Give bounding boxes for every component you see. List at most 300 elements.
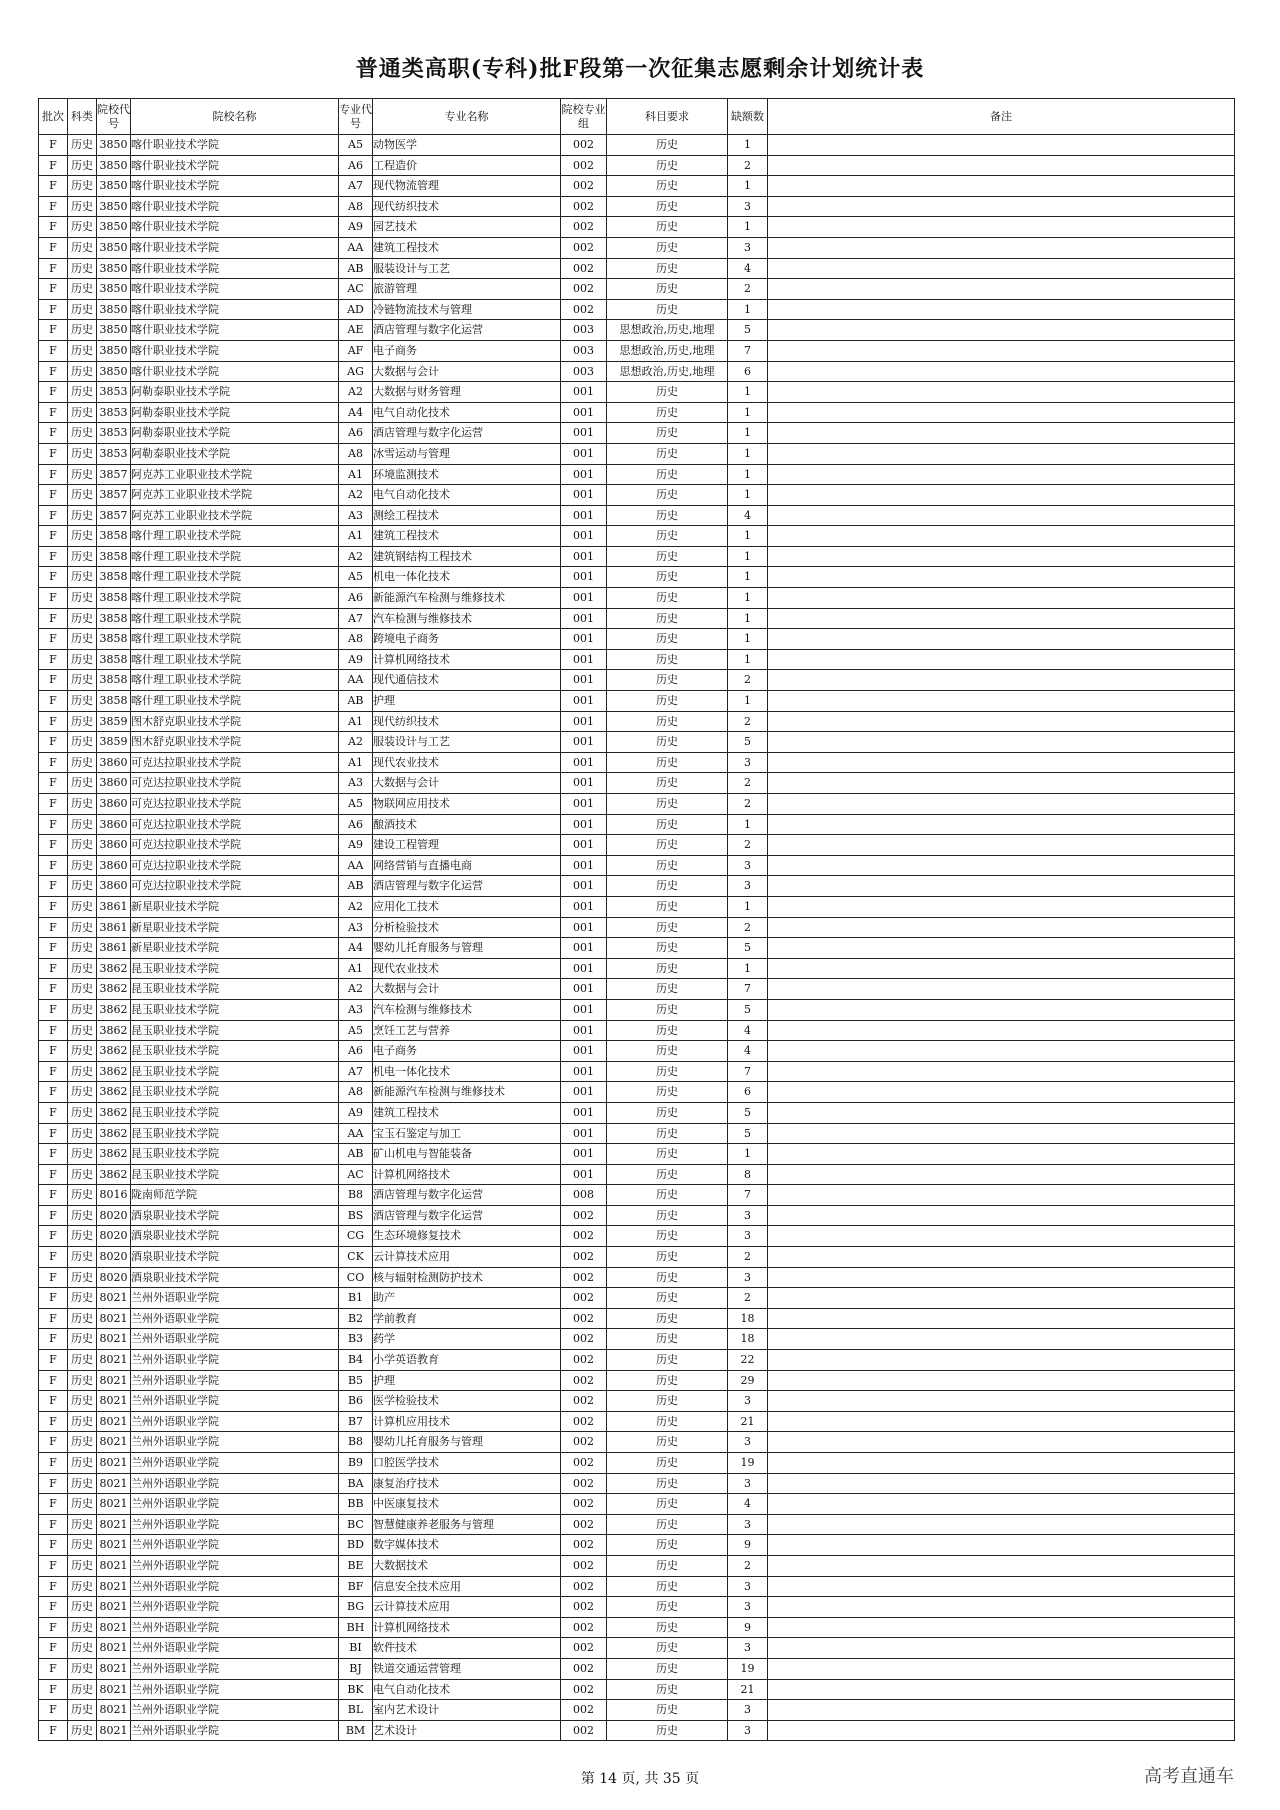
cell-subject-req: 历史 (607, 1638, 728, 1659)
cell-vacancy: 1 (728, 423, 768, 444)
cell-major-code: BK (339, 1679, 373, 1700)
cell-major-name: 建筑工程技术 (373, 526, 561, 547)
cell-category: 历史 (68, 1041, 97, 1062)
cell-major-code: BF (339, 1576, 373, 1597)
cell-major-code: A4 (339, 402, 373, 423)
cell-major-name: 现代通信技术 (373, 670, 561, 691)
cell-major-group: 001 (561, 382, 607, 403)
cell-school-name: 酒泉职业技术学院 (131, 1205, 339, 1226)
cell-school-name: 喀什理工职业技术学院 (131, 691, 339, 712)
cell-major-group: 001 (561, 938, 607, 959)
cell-category: 历史 (68, 588, 97, 609)
cell-school-name: 兰州外语职业学院 (131, 1350, 339, 1371)
cell-major-group: 002 (561, 1658, 607, 1679)
table-row (39, 917, 1235, 938)
cell-major-group: 001 (561, 1102, 607, 1123)
cell-major-group: 002 (561, 1720, 607, 1741)
cell-major-name: 跨境电子商务 (373, 629, 561, 650)
cell-batch: F (39, 1700, 68, 1721)
cell-remarks (768, 711, 1235, 732)
cell-major-code: A9 (339, 1102, 373, 1123)
cell-major-group: 001 (561, 752, 607, 773)
cell-subject-req: 历史 (607, 237, 728, 258)
table-row (39, 1267, 1235, 1288)
cell-major-code: A9 (339, 649, 373, 670)
cell-subject-req: 历史 (607, 1041, 728, 1062)
cell-major-name: 室内艺术设计 (373, 1700, 561, 1721)
cell-school-name: 阿勒泰职业技术学院 (131, 443, 339, 464)
cell-school-code: 8021 (97, 1555, 131, 1576)
cell-category: 历史 (68, 794, 97, 815)
cell-category: 历史 (68, 1247, 97, 1268)
cell-major-code: BM (339, 1720, 373, 1741)
cell-category: 历史 (68, 1288, 97, 1309)
cell-subject-req: 历史 (607, 835, 728, 856)
cell-vacancy: 1 (728, 382, 768, 403)
cell-batch: F (39, 155, 68, 176)
cell-school-name: 兰州外语职业学院 (131, 1535, 339, 1556)
cell-category: 历史 (68, 196, 97, 217)
cell-major-name: 现代农业技术 (373, 958, 561, 979)
cell-major-code: B9 (339, 1453, 373, 1474)
cell-remarks (768, 546, 1235, 567)
cell-subject-req: 历史 (607, 1617, 728, 1638)
cell-category: 历史 (68, 835, 97, 856)
cell-vacancy: 7 (728, 1185, 768, 1206)
cell-school-name: 喀什理工职业技术学院 (131, 567, 339, 588)
cell-batch: F (39, 1350, 68, 1371)
header-batch: 批次 (39, 99, 68, 135)
cell-batch: F (39, 732, 68, 753)
cell-category: 历史 (68, 1720, 97, 1741)
cell-major-group: 001 (561, 629, 607, 650)
cell-batch: F (39, 629, 68, 650)
cell-remarks (768, 423, 1235, 444)
cell-vacancy: 5 (728, 999, 768, 1020)
cell-school-code: 3858 (97, 670, 131, 691)
cell-category: 历史 (68, 1432, 97, 1453)
cell-batch: F (39, 1679, 68, 1700)
cell-school-name: 昆玉职业技术学院 (131, 1102, 339, 1123)
cell-category: 历史 (68, 464, 97, 485)
cell-major-name: 大数据与会计 (373, 773, 561, 794)
cell-batch: F (39, 1555, 68, 1576)
cell-vacancy: 2 (728, 670, 768, 691)
cell-school-code: 3862 (97, 979, 131, 1000)
cell-school-code: 3850 (97, 340, 131, 361)
cell-remarks (768, 1576, 1235, 1597)
cell-major-group: 001 (561, 567, 607, 588)
table-row (39, 279, 1235, 300)
cell-major-code: A6 (339, 423, 373, 444)
cell-school-code: 8021 (97, 1350, 131, 1371)
table-row (39, 258, 1235, 279)
cell-major-code: A1 (339, 958, 373, 979)
cell-major-group: 002 (561, 1308, 607, 1329)
cell-vacancy: 7 (728, 340, 768, 361)
cell-remarks (768, 691, 1235, 712)
table-row (39, 1597, 1235, 1618)
cell-major-code: BE (339, 1555, 373, 1576)
cell-major-name: 现代物流管理 (373, 176, 561, 197)
cell-batch: F (39, 1638, 68, 1659)
cell-school-name: 酒泉职业技术学院 (131, 1226, 339, 1247)
cell-school-code: 8016 (97, 1185, 131, 1206)
table-row (39, 340, 1235, 361)
cell-subject-req: 历史 (607, 1308, 728, 1329)
cell-major-name: 酒店管理与数字化运营 (373, 876, 561, 897)
cell-remarks (768, 443, 1235, 464)
table-row (39, 1617, 1235, 1638)
cell-batch: F (39, 485, 68, 506)
cell-major-name: 旅游管理 (373, 279, 561, 300)
cell-vacancy: 2 (728, 794, 768, 815)
cell-major-name: 宝玉石鉴定与加工 (373, 1123, 561, 1144)
cell-subject-req: 历史 (607, 1164, 728, 1185)
cell-school-name: 新星职业技术学院 (131, 938, 339, 959)
cell-major-code: AG (339, 361, 373, 382)
cell-subject-req: 历史 (607, 917, 728, 938)
cell-major-name: 新能源汽车检测与维修技术 (373, 588, 561, 609)
cell-batch: F (39, 1617, 68, 1638)
cell-school-name: 喀什职业技术学院 (131, 135, 339, 156)
table-row (39, 752, 1235, 773)
cell-school-code: 8021 (97, 1617, 131, 1638)
cell-category: 历史 (68, 999, 97, 1020)
cell-school-name: 阿勒泰职业技术学院 (131, 402, 339, 423)
cell-major-name: 电子商务 (373, 1041, 561, 1062)
cell-remarks (768, 896, 1235, 917)
cell-subject-req: 历史 (607, 732, 728, 753)
cell-vacancy: 3 (728, 1267, 768, 1288)
table-row (39, 1041, 1235, 1062)
cell-major-name: 矿山机电与智能装备 (373, 1144, 561, 1165)
cell-subject-req: 历史 (607, 176, 728, 197)
cell-major-group: 001 (561, 732, 607, 753)
cell-batch: F (39, 752, 68, 773)
cell-vacancy: 4 (728, 1041, 768, 1062)
cell-school-name: 兰州外语职业学院 (131, 1617, 339, 1638)
table-row (39, 526, 1235, 547)
cell-remarks (768, 464, 1235, 485)
cell-school-name: 喀什职业技术学院 (131, 340, 339, 361)
table-row (39, 546, 1235, 567)
cell-major-name: 网络营销与直播电商 (373, 855, 561, 876)
cell-subject-req: 历史 (607, 1432, 728, 1453)
cell-major-code: A6 (339, 155, 373, 176)
cell-batch: F (39, 1267, 68, 1288)
cell-vacancy: 2 (728, 1555, 768, 1576)
cell-vacancy: 1 (728, 299, 768, 320)
cell-category: 历史 (68, 1638, 97, 1659)
cell-major-name: 婴幼儿托育服务与管理 (373, 1432, 561, 1453)
cell-batch: F (39, 340, 68, 361)
cell-vacancy: 4 (728, 1494, 768, 1515)
cell-category: 历史 (68, 1473, 97, 1494)
cell-batch: F (39, 1102, 68, 1123)
table-row (39, 505, 1235, 526)
cell-subject-req: 历史 (607, 608, 728, 629)
table-row (39, 423, 1235, 444)
cell-subject-req: 历史 (607, 217, 728, 238)
cell-major-name: 学前教育 (373, 1308, 561, 1329)
cell-category: 历史 (68, 1555, 97, 1576)
cell-remarks (768, 526, 1235, 547)
header-major-code: 专业代号 (339, 99, 373, 135)
cell-major-code: BI (339, 1638, 373, 1659)
cell-school-code: 3850 (97, 135, 131, 156)
cell-major-name: 工程造价 (373, 155, 561, 176)
cell-vacancy: 18 (728, 1329, 768, 1350)
table-row (39, 938, 1235, 959)
cell-major-name: 新能源汽车检测与维修技术 (373, 1082, 561, 1103)
cell-category: 历史 (68, 1597, 97, 1618)
cell-major-code: A5 (339, 567, 373, 588)
cell-batch: F (39, 979, 68, 1000)
cell-school-name: 喀什职业技术学院 (131, 258, 339, 279)
cell-category: 历史 (68, 670, 97, 691)
cell-major-group: 001 (561, 1123, 607, 1144)
cell-subject-req: 历史 (607, 402, 728, 423)
cell-category: 历史 (68, 258, 97, 279)
cell-school-code: 3860 (97, 855, 131, 876)
header-major-name: 专业名称 (373, 99, 561, 135)
header-remarks: 备注 (768, 99, 1235, 135)
cell-batch: F (39, 855, 68, 876)
cell-school-name: 喀什理工职业技术学院 (131, 546, 339, 567)
cell-remarks (768, 320, 1235, 341)
cell-school-code: 3862 (97, 999, 131, 1020)
table-row (39, 670, 1235, 691)
cell-school-name: 喀什职业技术学院 (131, 361, 339, 382)
cell-major-code: B2 (339, 1308, 373, 1329)
cell-major-group: 001 (561, 855, 607, 876)
cell-category: 历史 (68, 1658, 97, 1679)
cell-batch: F (39, 691, 68, 712)
cell-major-group: 001 (561, 423, 607, 444)
cell-school-code: 8021 (97, 1473, 131, 1494)
cell-school-name: 兰州外语职业学院 (131, 1555, 339, 1576)
cell-remarks (768, 814, 1235, 835)
cell-remarks (768, 608, 1235, 629)
cell-category: 历史 (68, 1329, 97, 1350)
cell-category: 历史 (68, 1535, 97, 1556)
cell-remarks (768, 835, 1235, 856)
cell-subject-req: 历史 (607, 1597, 728, 1618)
cell-batch: F (39, 1329, 68, 1350)
cell-remarks (768, 1720, 1235, 1741)
cell-subject-req: 历史 (607, 1576, 728, 1597)
cell-school-code: 3853 (97, 402, 131, 423)
cell-major-group: 001 (561, 1041, 607, 1062)
cell-subject-req: 历史 (607, 1453, 728, 1474)
cell-vacancy: 1 (728, 629, 768, 650)
cell-major-name: 医学检验技术 (373, 1391, 561, 1412)
cell-category: 历史 (68, 237, 97, 258)
cell-subject-req: 历史 (607, 464, 728, 485)
cell-remarks (768, 1391, 1235, 1412)
cell-subject-req: 历史 (607, 1679, 728, 1700)
cell-major-name: 电气自动化技术 (373, 1679, 561, 1700)
table-row (39, 1535, 1235, 1556)
cell-school-code: 8021 (97, 1329, 131, 1350)
cell-school-name: 阿勒泰职业技术学院 (131, 382, 339, 403)
cell-major-group: 002 (561, 1473, 607, 1494)
cell-vacancy: 1 (728, 958, 768, 979)
cell-school-name: 兰州外语职业学院 (131, 1329, 339, 1350)
cell-major-code: BA (339, 1473, 373, 1494)
table-row (39, 382, 1235, 403)
cell-batch: F (39, 1432, 68, 1453)
cell-major-name: 护理 (373, 691, 561, 712)
cell-remarks (768, 1658, 1235, 1679)
cell-major-name: 现代纺织技术 (373, 196, 561, 217)
cell-vacancy: 3 (728, 1576, 768, 1597)
cell-vacancy: 9 (728, 1535, 768, 1556)
cell-category: 历史 (68, 1226, 97, 1247)
cell-batch: F (39, 711, 68, 732)
cell-major-name: 建设工程管理 (373, 835, 561, 856)
cell-batch: F (39, 1061, 68, 1082)
cell-major-name: 服装设计与工艺 (373, 732, 561, 753)
cell-subject-req: 思想政治,历史,地理 (607, 320, 728, 341)
cell-major-name: 动物医学 (373, 135, 561, 156)
cell-major-name: 酒店管理与数字化运营 (373, 1205, 561, 1226)
cell-major-group: 002 (561, 217, 607, 238)
cell-category: 历史 (68, 176, 97, 197)
cell-batch: F (39, 402, 68, 423)
cell-remarks (768, 1267, 1235, 1288)
cell-school-code: 3862 (97, 958, 131, 979)
cell-category: 历史 (68, 505, 97, 526)
cell-major-name: 云计算技术应用 (373, 1597, 561, 1618)
cell-remarks (768, 1473, 1235, 1494)
cell-major-name: 酿酒技术 (373, 814, 561, 835)
cell-major-name: 酒店管理与数字化运营 (373, 320, 561, 341)
cell-remarks (768, 1041, 1235, 1062)
cell-school-name: 兰州外语职业学院 (131, 1473, 339, 1494)
cell-batch: F (39, 1308, 68, 1329)
cell-category: 历史 (68, 546, 97, 567)
cell-school-code: 3860 (97, 876, 131, 897)
cell-major-code: AB (339, 876, 373, 897)
cell-school-name: 新星职业技术学院 (131, 896, 339, 917)
cell-major-group: 002 (561, 1535, 607, 1556)
cell-category: 历史 (68, 402, 97, 423)
cell-major-code: BJ (339, 1658, 373, 1679)
cell-school-code: 3853 (97, 423, 131, 444)
cell-major-group: 001 (561, 649, 607, 670)
table-row (39, 1432, 1235, 1453)
cell-school-name: 兰州外语职业学院 (131, 1514, 339, 1535)
cell-remarks (768, 382, 1235, 403)
cell-major-group: 001 (561, 1164, 607, 1185)
cell-batch: F (39, 794, 68, 815)
cell-batch: F (39, 196, 68, 217)
cell-major-group: 001 (561, 876, 607, 897)
table-row (39, 773, 1235, 794)
cell-category: 历史 (68, 1391, 97, 1412)
cell-vacancy: 3 (728, 1514, 768, 1535)
cell-subject-req: 历史 (607, 1658, 728, 1679)
cell-subject-req: 历史 (607, 588, 728, 609)
cell-vacancy: 6 (728, 1082, 768, 1103)
cell-school-name: 可克达拉职业技术学院 (131, 794, 339, 815)
table-row (39, 999, 1235, 1020)
cell-category: 历史 (68, 1308, 97, 1329)
cell-batch: F (39, 1123, 68, 1144)
cell-subject-req: 历史 (607, 155, 728, 176)
cell-batch: F (39, 814, 68, 835)
table-row (39, 1102, 1235, 1123)
cell-category: 历史 (68, 1617, 97, 1638)
cell-major-group: 002 (561, 1411, 607, 1432)
table-row (39, 1308, 1235, 1329)
cell-major-name: 计算机网络技术 (373, 1617, 561, 1638)
cell-major-group: 002 (561, 299, 607, 320)
cell-category: 历史 (68, 1164, 97, 1185)
cell-remarks (768, 588, 1235, 609)
cell-batch: F (39, 423, 68, 444)
cell-remarks (768, 340, 1235, 361)
cell-major-code: A3 (339, 773, 373, 794)
cell-subject-req: 历史 (607, 196, 728, 217)
cell-school-name: 可克达拉职业技术学院 (131, 752, 339, 773)
cell-batch: F (39, 217, 68, 238)
cell-major-name: 建筑工程技术 (373, 237, 561, 258)
cell-school-name: 图木舒克职业技术学院 (131, 732, 339, 753)
cell-subject-req: 历史 (607, 485, 728, 506)
table-row (39, 794, 1235, 815)
table-row (39, 979, 1235, 1000)
cell-school-code: 8021 (97, 1638, 131, 1659)
cell-batch: F (39, 1226, 68, 1247)
cell-major-code: A2 (339, 485, 373, 506)
table-row (39, 1514, 1235, 1535)
cell-major-code: AC (339, 1164, 373, 1185)
cell-remarks (768, 1617, 1235, 1638)
cell-subject-req: 历史 (607, 1391, 728, 1412)
cell-major-code: B3 (339, 1329, 373, 1350)
cell-major-group: 001 (561, 608, 607, 629)
cell-vacancy: 3 (728, 1700, 768, 1721)
cell-major-code: CG (339, 1226, 373, 1247)
cell-school-code: 3860 (97, 794, 131, 815)
cell-school-code: 3859 (97, 732, 131, 753)
cell-school-name: 喀什职业技术学院 (131, 299, 339, 320)
cell-category: 历史 (68, 773, 97, 794)
cell-category: 历史 (68, 1370, 97, 1391)
cell-school-name: 兰州外语职业学院 (131, 1700, 339, 1721)
table-row (39, 1350, 1235, 1371)
cell-major-code: B4 (339, 1350, 373, 1371)
table-row (39, 1144, 1235, 1165)
cell-school-name: 昆玉职业技术学院 (131, 1123, 339, 1144)
cell-batch: F (39, 1391, 68, 1412)
cell-major-name: 酒店管理与数字化运营 (373, 1185, 561, 1206)
cell-batch: F (39, 649, 68, 670)
cell-subject-req: 历史 (607, 999, 728, 1020)
cell-vacancy: 1 (728, 402, 768, 423)
cell-remarks (768, 958, 1235, 979)
cell-remarks (768, 567, 1235, 588)
cell-batch: F (39, 320, 68, 341)
cell-vacancy: 5 (728, 732, 768, 753)
cell-major-group: 002 (561, 279, 607, 300)
cell-batch: F (39, 1082, 68, 1103)
cell-batch: F (39, 1164, 68, 1185)
cell-major-name: 烹饪工艺与营养 (373, 1020, 561, 1041)
